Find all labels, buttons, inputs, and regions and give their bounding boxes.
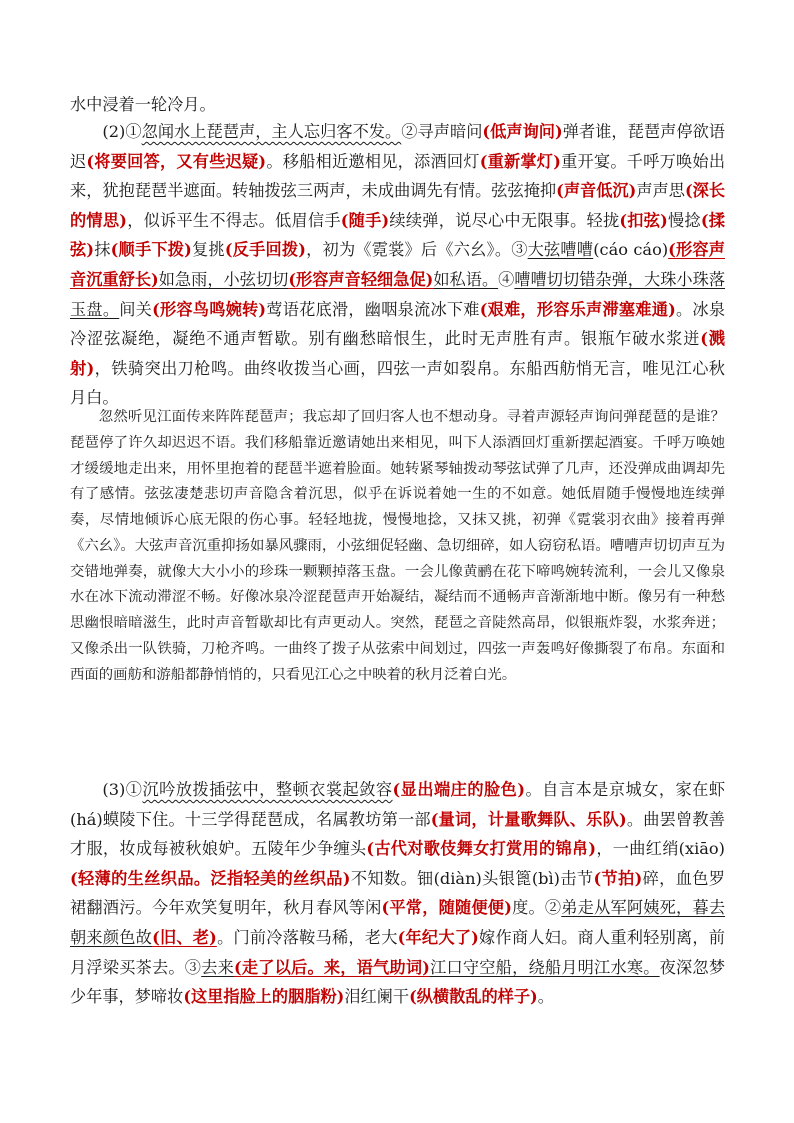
text-run: 莺语花底滑，幽咽泉流冰下难 [266,299,480,319]
text-run: 慢捻 [667,210,701,230]
text-run: 门前冷落鞍马稀，老大 [233,927,398,947]
text-run: 沉吟放拨插弦中，整顿衣裳起敛容 [142,780,393,799]
text-run: 如急雨，小弦切切 [158,269,289,289]
gloss: (轻薄的生丝织品。泛指轻美的丝织品) [70,868,351,888]
text-run: 抹 [94,240,111,260]
text-run: 续续弹，说尽心中无限事。轻拢 [389,210,620,230]
paragraph-3-annotated [70,775,725,1012]
gloss: (年纪大了) [397,927,479,947]
gloss: (平常，随随便便) [381,898,512,918]
text-run: 忽然听见江面传来阵阵琵琶声；我忘却了回归客人也不想动身。寻着声源轻声询问弹琵琶的是谁？琵琶停了许久却迟迟不语。我们移船靠近邀请她出来相见，叫下人添酒回灯重新摆起酒宴。千呼万唤她才缓缓地走出来，用怀里抱着的琵琶半遮着脸面。她转紧琴轴拨动琴弦试弹了几声，还没弹成曲调却先有了感情。弦弦凄楚悲切声音隐含着沉思，似乎在诉说着她一生的不如意。她低眉随手慢慢地连续弹奏，尽情地倾诉心底无限的伤心事。轻轻地拢，慢慢地捻，又抹又挑，初弹《霓裳羽衣曲》接着再弹《六幺》。大弦声音沉重抑扬如暴风骤雨，小弦细促轻幽、急切细碎，如人窃窃私语。嘈嘈声切切声互为交错地弹奏，就像大大小小的珍珠一颗颗掉落玉盘。一会儿像黄鹂在花下啼鸣婉转流利，一会儿又像泉水在冰下流动滞涩不畅。好像冰泉冷涩琵琶声开始凝结，凝结而不通畅声音渐渐地中断。像另有一种愁思幽恨暗暗滋生，此时声音暂歇却比有声更动人。突然，琵琶之音陡然高昂，似银瓶炸裂，水浆奔迸；又像杀出一队铁骑，刀枪齐鸣。一曲终了拨子从弦索中间划过，四弦一声轰鸣好像撕裂了布帛。东面和西面的画舫和游船都静悄悄的，只看见江心之中映着的秋月泛着白光。 [70,409,725,683]
text-run: 寻声暗问 [417,122,483,141]
text-run: ② [544,898,562,918]
text-run: (2)① [102,122,142,141]
text-run: 不知数。钿(diàn)头银篦(bì)击节 [350,868,594,888]
text-run: 如私语。 [433,269,499,289]
text-run: 江口守空船，绕船月明江水寒。 [429,957,660,977]
text-run: 重开宴。千呼万唤始出来，犹抱琵琶半遮面。转轴拨弦三两声，未成曲调先有情。弦弦掩抑 [70,151,726,201]
text-run: 度。 [511,898,545,918]
text-run: 。曲罢曾教善才服，妆成每被秋娘妒。五陵年少争缠头 [70,809,725,859]
text-run: 去来 [201,957,234,977]
gloss: (形容声音沉重舒长) [70,240,725,289]
gloss: (揉弦) [70,210,725,260]
gloss: (节拍) [593,868,643,888]
text-run: 大弦嘈嘈 [527,240,594,260]
text-run: 间关 [119,299,153,319]
text-run: 碎，血色罗裙翻酒污。今年欢笑复明年，秋月春风等闲 [70,868,725,918]
gloss: (量词，计量歌舞队、乐队) [430,809,627,829]
text-run: (cáo cáo) [593,240,669,260]
text-run: (3)① [102,780,143,799]
text-run: ，似诉平生不得志。低眉信手 [126,210,341,230]
gloss: (走了以后。来，语气助词) [233,957,430,977]
text-run: ③ [511,240,528,260]
gloss: (低声询问) [482,122,563,141]
gloss: (古代对歌伎舞女打赏用的锦帛) [366,839,597,859]
text-run: 忽闻水上琵琶声，主人忘归客不发。 [141,122,402,141]
gloss: (重新掌灯) [479,151,561,171]
gloss: (显出端庄的脸色) [392,780,525,799]
paragraph-1-ending [70,90,725,120]
gloss: (形容鸟鸣婉转) [152,299,267,319]
paragraph-2-annotated [70,117,725,413]
gloss: (深长的情思) [70,181,726,230]
text-run: 夜深忽梦少年事，梦啼妆 [70,957,726,1007]
text-run: 嘈嘈切切错杂弹，大珠小珠落玉盘。 [70,269,726,319]
gloss: (将要回答，又有些迟疑) [86,151,267,171]
gloss: (扣弦) [619,210,668,230]
gloss: (顺手下拨) [110,240,192,260]
gloss: (这里指脸上的胭脂粉) [183,987,345,1007]
text-run: 水中浸着一轮冷月。 [70,95,216,114]
text-run: 声声思 [636,181,685,201]
gloss: (形容声音轻细急促) [288,269,434,289]
text-run: 嫁作商人妇。商人重利轻别离，前月浮梁买茶去。 [70,927,725,977]
text-run: 。移船相近邀相见，添酒回灯 [266,151,480,171]
gloss: (纵横散乱的样子) [409,987,538,1007]
gloss: (反手回拨) [224,240,306,260]
gloss: (溅射) [70,329,725,378]
text-run: 。 [537,987,554,1007]
text-run: 。自言本是京城女，家在虾(há)蟆陵下住。十三学得琵琶成，名属教坊第一部 [70,780,726,829]
text-run: ③ [184,957,202,977]
gloss: (随手) [340,210,390,230]
text-run: 复挑 [191,240,225,260]
text-run: ，铁骑突出刀枪鸣。曲终收拨当心画，四弦一声如裂帛。东船西舫悄无言，唯见江心秋月白。 [70,358,725,408]
gloss: (声音低沉) [556,181,637,201]
gloss: (旧、老) [152,927,217,947]
text-run: 。冰泉冷涩弦凝绝，凝绝不通声暂歇。别有幽愁暗恨生，此时无声胜有声。银瓶乍破水浆迸 [70,299,726,349]
text-run: ④ [498,269,515,289]
text-run: 。 [216,927,234,947]
text-run: 弹者谁，琵琶声停欲语迟 [70,122,725,171]
text-run: ，一曲红绡(xiāo) [596,839,725,859]
text-run: 弟走从军阿姨死，暮去朝来颜色故 [70,898,726,947]
gloss: (艰难，形容乐声滞塞难通) [479,299,676,319]
text-run: 泪红阑干 [344,987,410,1007]
text-run: ，初为《霓裳》后《六幺》。 [305,240,512,260]
text-run: ② [401,122,418,141]
translation-paragraph [70,405,725,688]
